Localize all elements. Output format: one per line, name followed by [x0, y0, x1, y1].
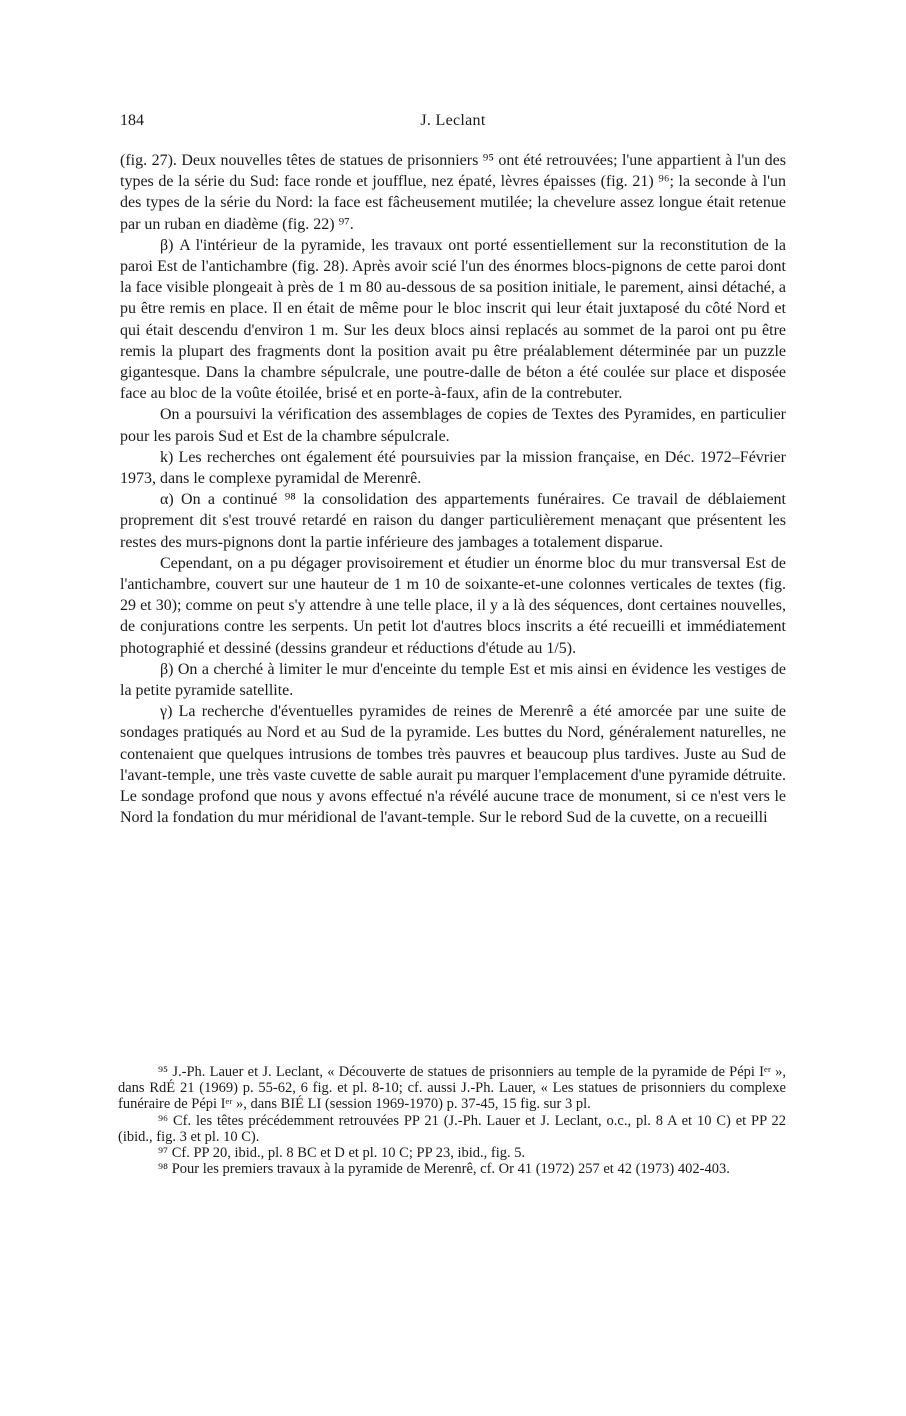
paragraph: γ) La recherche d'éventuelles pyramides de reines de Merenrê a été amorcée par une suite de sondages pratiqués au Nord et au Sud de la pyramide. Les buttes du Nord, généralement naturelles, ne contenaient que quelques intrusions de tombes très pauvres et beaucoup plus tardives. Juste au Sud de l'avant-temple, une très vaste cuvette de sable aurait pu marquer l'emplacement d'une pyramide détruite. Le sondage profond que nous y avons effectué n'a révélé aucune trace de monument, si ce n'est vers le Nord la fondation du mur méridional de l'avant-temple. Sur le rebord Sud de la cuvette, on a recueilli [120, 703, 786, 827]
page-header [120, 112, 786, 134]
footnote: ⁹⁶ Cf. les têtes précédemment retrouvées PP 21 (J.-Ph. Lauer et J. Leclant, o.c., pl. 8 A et 10 C) et PP 22 (ibid., fig. 3 et pl. 10 C). [118, 1112, 786, 1145]
paragraph: k) Les recherches ont également été poursuivies par la mission française, en Déc. 1972–Février 1973, dans le complexe pyramidal de Merenrê. [120, 448, 786, 488]
paragraph: (fig. 27). Deux nouvelles têtes de statues de prisonniers ⁹⁵ ont été retrouvées; l'une appartient à l'un des types de la série du Sud: face ronde et joufflue, nez épaté, lèvres épaisses (fig. 21) ⁹⁶; la seconde à l'un des types de la série du Nord: la face est fâcheusement mutilée; la chevelure assez longue était retenue par un ruban en diadème (fig. 22) ⁹⁷. [120, 152, 786, 233]
running-head: J. Leclant [420, 112, 486, 129]
page-number: 184 [120, 112, 144, 129]
footnote: ⁹⁷ Cf. PP 20, ibid., pl. 8 BC et D et pl. 10 C; PP 23, ibid., fig. 5. [158, 1145, 526, 1162]
paragraph: α) On a continué ⁹⁸ la consolidation des appartements funéraires. Ce travail de déblaiement proprement dit s'est trouvé retardé en raison du danger particulièrement menaçant que présentent les restes des murs-pignons dont la partie inférieure des jambages a totalement disparue. [120, 491, 786, 551]
body-text [120, 150, 786, 829]
paragraph: β) On a cherché à limiter le mur d'enceinte du temple Est et mis ainsi en évidence les vestiges de la petite pyramide satellite. [120, 660, 786, 700]
paragraph: On a poursuivi la vérification des assemblages de copies de Textes des Pyramides, en particulier pour les parois Sud et Est de la chambre sépulcrale. [120, 406, 786, 445]
footnotes [118, 1064, 786, 1177]
paragraph: Cependant, on a pu dégager provisoirement et étudier un énorme bloc du mur transversal Est de l'antichambre, couvert sur une hauteur de 1 m 10 de soixante-et-une colonnes verticales de textes (fig. 29 et 30); comme on peut s'y attendre à une telle place, il y a là des séquences, dont certaines nouvelles, de conjurations contre les serpents. Un petit lot d'autres blocs inscrits a été recueilli et immédiatement photographié et dessiné (dessins grandeur et réductions d'étude au 1/5). [120, 554, 786, 657]
footnote: ⁹⁸ Pour les premiers travaux à la pyramide de Merenrê, cf. Or 41 (1972) 257 et 42 (1973) 402-403. [158, 1161, 730, 1178]
paragraph: β) A l'intérieur de la pyramide, les travaux ont porté essentiellement sur la reconstitution de la paroi Est de l'antichambre (fig. 28). Après avoir scié l'un des énormes blocs-pignons de cette paroi dont la face visible plongeait à près de 1 m 80 au-dessous de sa position initiale, le parement, ainsi détaché, a pu être remis en place. Il en était de même pour le bloc inscrit qui leur était juxtaposé du côté Nord et qui était descendu d'environ 1 m. Sur les deux blocs ainsi replacés au sommet de la paroi ont pu être remis la plupart des fragments dont la position avait pu être préalablement déterminée par un puzzle gigantesque. Dans la chambre sépulcrale, une poutre-dalle de béton a été coulée sur place et disposée face au bloc de la voûte étoilée, brisé et en porte-à-faux, afin de la contrebuter. [120, 236, 786, 403]
footnote: ⁹⁵ J.-Ph. Lauer et J. Leclant, « Découverte de statues de prisonniers au temple de la pyramide de Pépi Iᵉʳ », dans RdÉ 21 (1969) p. 55-62, 6 fig. et pl. 8-10; cf. aussi J.-Ph. Lauer, « Les statues de prisonniers du complexe funéraire de Pépi Iᵉʳ », dans BIÉ LI (session 1969-1970) p. 37-45, 15 fig. sur 3 pl. [118, 1064, 786, 1113]
